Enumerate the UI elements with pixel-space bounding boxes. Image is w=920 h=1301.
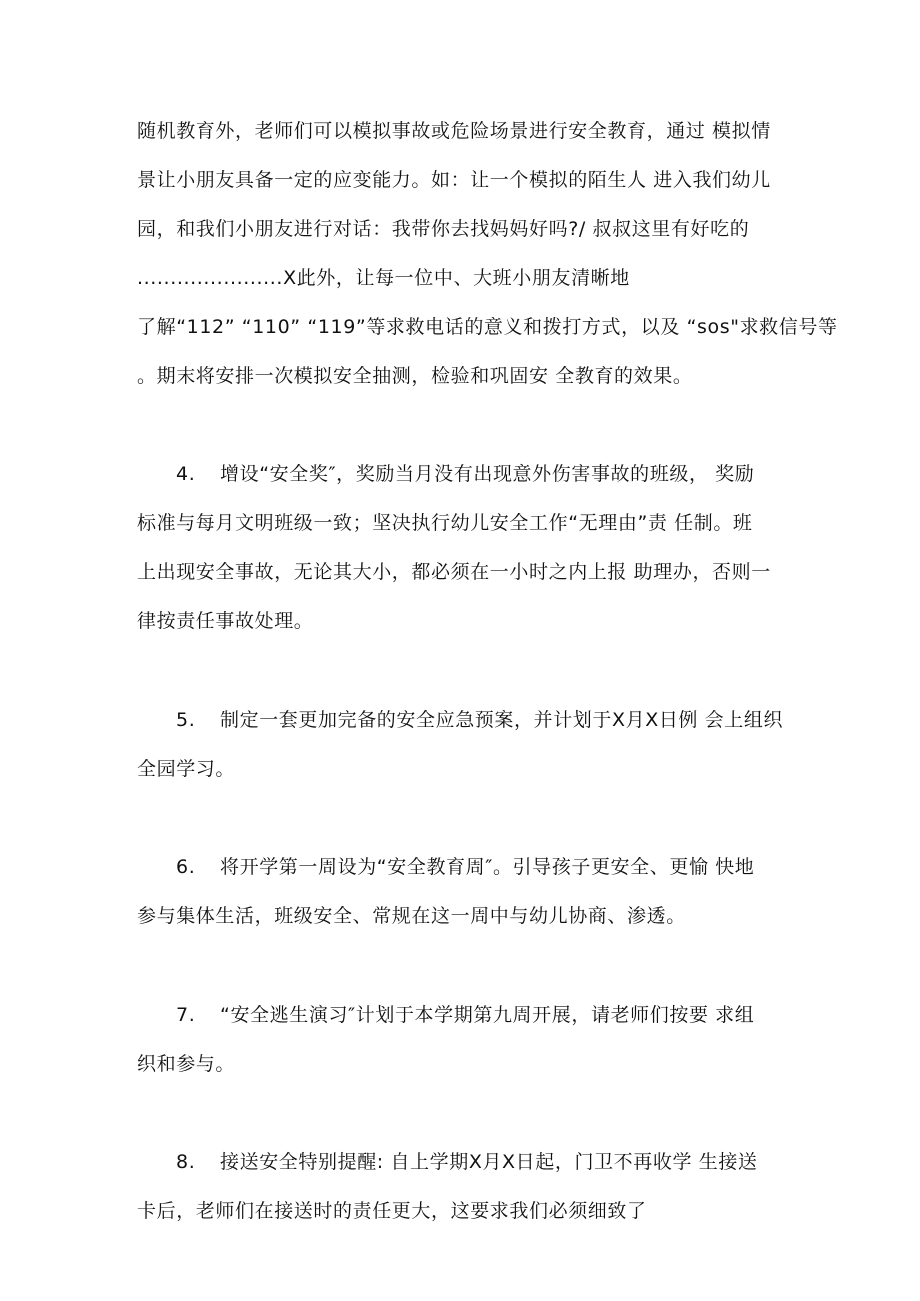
paragraph-1-line-2: 景让小朋友具备一定的应变能力。如：让一个模拟的陌生人 进入我们幼儿 (137, 169, 771, 191)
item-4-first-line (176, 462, 754, 486)
item-8-text: 接送安全特别提醒: 自上学期X月X日起，门卫不再收学 生接送 (220, 1151, 758, 1173)
paragraph-1-line-6: 。期末将安排一次模拟安全抽测，检验和巩固安 全教育的效果。 (137, 365, 693, 387)
item-7-text: “安全逃生演习″计划于本学期第九周开展，请老师们按要 求组 (220, 1004, 755, 1026)
paragraph-1-line-4: ......................X此外，让每一位中、大班小朋友清晰地 (137, 267, 630, 289)
paragraph-1-line-1: 随机教育外，老师们可以模拟事故或危险场景进行安全教育，通过 模拟情 (137, 120, 771, 142)
item-7-number: 7. (176, 1004, 196, 1026)
item-5-line-2: 全园学习。 (137, 758, 236, 780)
paragraph-1-line-5: 了解“112” “110” “119”等求救电话的意义和拨打方式，以及 “sos"求救信号等 (137, 316, 838, 338)
item-8-line-2: 卡后，老师们在接送时的责任更大，这要求我们必须细致了 (137, 1200, 647, 1222)
item-4-text: 增设“安全奖″，奖励当月没有出现意外伤害事故的班级， 奖励 (220, 463, 755, 485)
item-4-line-3: 上出现安全事故，无论其大小，都必须在一小时之内上报 助理办，否则一 (137, 561, 771, 583)
item-4-number: 4. (176, 463, 196, 485)
item-4-line-4: 律按责任事故处理。 (137, 610, 314, 632)
item-5-number: 5. (176, 709, 196, 731)
item-8-number: 8. (176, 1151, 196, 1173)
item-6-line-2: 参与集体生活，班级安全、常规在这一周中与幼儿协商、渗透。 (137, 905, 686, 927)
paragraph-1-line-3: 园，和我们小朋友进行对话：我带你去找妈妈好吗?/ 叔叔这里有好吃的 (137, 218, 750, 240)
item-4-line-2: 标准与每月文明班级一致；坚决执行幼儿安全工作“无理由”责 任制。班 (137, 512, 753, 534)
item-6-text: 将开学第一周设为“安全教育周″。引导孩子更安全、更愉 快地 (220, 856, 755, 878)
item-7-first-line (176, 1003, 754, 1027)
item-8-first-line (176, 1150, 758, 1174)
item-5-first-line (176, 708, 783, 732)
item-6-number: 6. (176, 856, 196, 878)
item-7-line-2: 织和参与。 (137, 1053, 236, 1075)
item-6-first-line (176, 855, 754, 879)
item-5-text: 制定一套更加完备的安全应急预案，并计划于X月X日例 会上组织 (220, 709, 784, 731)
